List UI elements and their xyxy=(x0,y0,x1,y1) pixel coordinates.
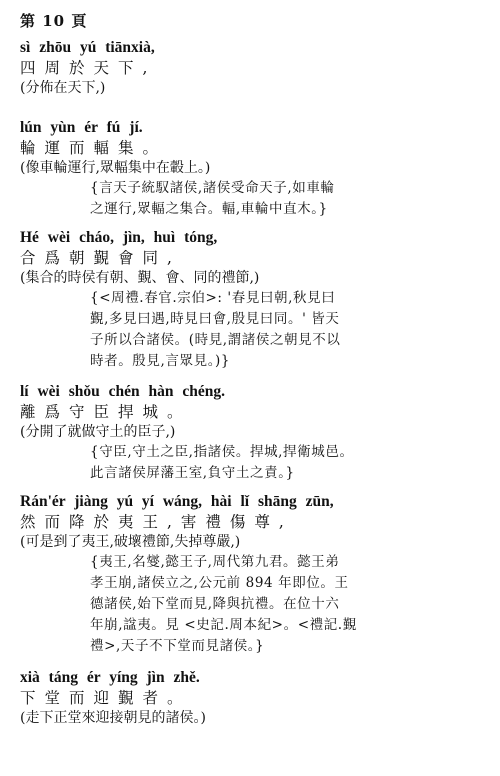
page-number: 第 10 頁 xyxy=(20,12,88,30)
chinese-line: 輪運而輻集。 xyxy=(20,139,168,157)
verse-entry xyxy=(20,668,486,728)
note-line: 德諸侯,始下堂而見,降與抗禮。在位十六 xyxy=(90,596,340,612)
translation-line: (像車輪運行,眾輻集中在轂上。) xyxy=(20,160,211,176)
translation-line: (分佈在天下,) xyxy=(20,80,106,96)
verse-entry xyxy=(20,382,486,484)
pinyin-line: lún yùn ér fú jí. xyxy=(20,119,143,136)
note-line: {夷王,名燮,懿王子,周代第九君。懿王弟 xyxy=(90,554,340,570)
note-line: 時者。殷見,言眾見。)} xyxy=(90,353,231,369)
translation-line: (可是到了夷王,破壞禮節,失掉尊嚴,) xyxy=(20,534,241,550)
note-line: 此言諸侯屏藩王室,負守土之責。} xyxy=(90,465,295,481)
translation-line: (走下正堂來迎接朝見的諸侯。) xyxy=(20,710,206,726)
note-line: 子所以合諸侯。(時見,謂諸侯之朝見不以 xyxy=(90,332,341,348)
pinyin-line: Hé wèi cháo, jìn, huì tóng, xyxy=(20,229,218,246)
annotation-note xyxy=(90,442,486,484)
note-line: 孝王崩,諸侯立之,公元前 894 年即位。王 xyxy=(90,575,349,591)
note-line: {<周禮.春官.宗伯>: '春見曰朝,秋見曰 xyxy=(90,290,336,306)
pinyin-line: xià táng ér yíng jìn zhě. xyxy=(20,669,200,686)
translation-line: (分開了就做守土的臣子,) xyxy=(20,424,176,440)
annotation-note xyxy=(90,178,486,220)
translation-line: (集合的時侯有朝、覲、會、同的禮節,) xyxy=(20,270,260,286)
note-line: 禮>,天子不下堂而見諸侯。} xyxy=(90,638,265,654)
verse-entry xyxy=(20,228,486,372)
chinese-line: 離爲守臣捍城。 xyxy=(20,403,192,421)
chinese-line: 下堂而迎覲者。 xyxy=(20,689,192,707)
verse-entry xyxy=(20,492,486,657)
chinese-line: 然而降於夷王,害禮傷尊, xyxy=(20,513,293,531)
verse-entry xyxy=(20,38,486,98)
annotation-note xyxy=(90,288,486,372)
note-line: 覲,多見曰遇,時見曰會,殷見曰同。' 皆天 xyxy=(90,311,340,327)
note-line: {言天子統馭諸侯,諸侯受命天子,如車輪 xyxy=(90,180,335,196)
note-line: {守臣,守土之臣,指諸侯。捍城,捍衛城邑。 xyxy=(90,444,354,460)
note-line: 之運行,眾輻之集合。輻,車輪中直木。} xyxy=(90,201,328,217)
annotation-note xyxy=(90,552,486,657)
chinese-line: 四周於天下, xyxy=(20,59,157,77)
pinyin-line: Rán'ér jiàng yú yí wáng, hài lǐ shāng zūn, xyxy=(20,493,334,510)
pinyin-line: sì zhōu yú tiānxià, xyxy=(20,39,155,56)
note-line: 年崩,諡夷。見 <史記.周本紀>。<禮記.覲 xyxy=(90,617,357,633)
pinyin-line: lí wèi shǒu chén hàn chéng. xyxy=(20,383,226,400)
chinese-line: 合爲朝覲會同, xyxy=(20,249,181,267)
verse-entry xyxy=(20,118,486,220)
